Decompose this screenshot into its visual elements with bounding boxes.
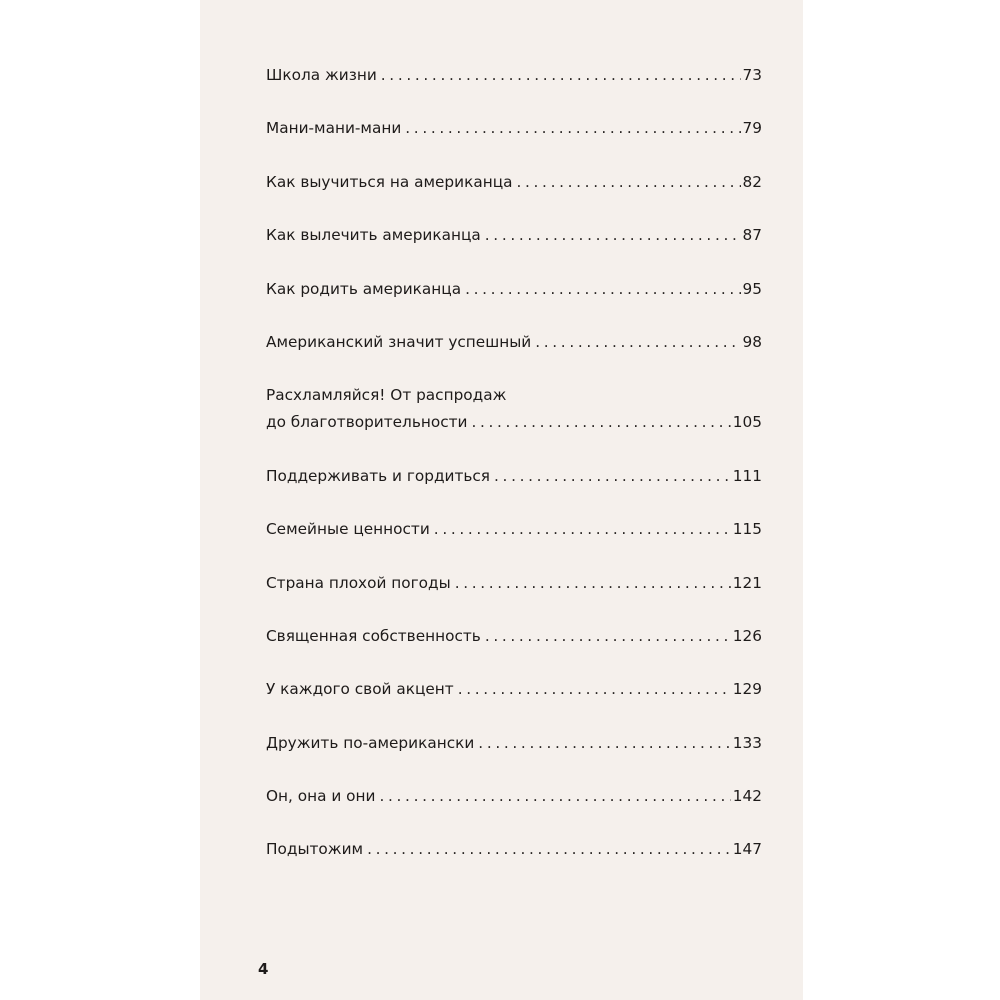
toc-entry bbox=[266, 570, 762, 597]
toc-entry-title: У каждого свой акцент bbox=[266, 680, 454, 699]
toc-entry-title: Как родить американца bbox=[266, 279, 462, 298]
toc-entry-two-line bbox=[266, 382, 762, 436]
page-number: 4 bbox=[258, 960, 269, 978]
toc-entry-title: до благотворительности bbox=[266, 413, 468, 432]
table-of-contents bbox=[266, 62, 762, 890]
toc-entry-page: 73 bbox=[742, 66, 762, 84]
dot-leader bbox=[434, 516, 731, 543]
toc-entry-page: 115 bbox=[732, 520, 762, 539]
toc-entry-title: Поддерживать и гордиться bbox=[266, 466, 491, 485]
toc-entry-page: 95 bbox=[742, 279, 762, 298]
toc-entry bbox=[266, 730, 762, 757]
toc-entry bbox=[266, 276, 762, 303]
dot-leader bbox=[494, 463, 731, 490]
toc-entry-page: 82 bbox=[742, 172, 762, 191]
toc-entry-title-line1: Расхламляйся! От распродаж bbox=[266, 386, 507, 405]
book-page bbox=[200, 0, 803, 1000]
toc-entry-page: 87 bbox=[742, 226, 762, 245]
dot-leader bbox=[379, 783, 730, 810]
toc-entry-title: Американский значит успешный bbox=[266, 332, 532, 351]
toc-entry-page: 98 bbox=[742, 332, 762, 351]
toc-entry bbox=[266, 169, 762, 196]
dot-leader bbox=[381, 62, 741, 89]
toc-entry-page: 129 bbox=[732, 680, 762, 699]
toc-entry bbox=[266, 62, 762, 89]
toc-entry-title: Священная собственность bbox=[266, 626, 481, 645]
toc-entry bbox=[266, 463, 762, 490]
toc-entry bbox=[266, 623, 762, 650]
toc-entry-page: 111 bbox=[732, 466, 762, 485]
dot-leader bbox=[535, 329, 740, 356]
toc-entry-title: Подытожим bbox=[266, 840, 364, 859]
toc-entry-page: 79 bbox=[742, 119, 762, 138]
dot-leader bbox=[367, 836, 731, 863]
dot-leader bbox=[465, 276, 740, 303]
dot-leader bbox=[516, 169, 740, 196]
toc-entry-page: 147 bbox=[732, 840, 762, 859]
toc-entry-title: Мани-мани-мани bbox=[266, 119, 402, 138]
toc-entry bbox=[266, 329, 762, 356]
toc-entry bbox=[266, 222, 762, 249]
toc-entry-page: 121 bbox=[732, 573, 762, 592]
toc-entry-page: 142 bbox=[732, 787, 762, 806]
dot-leader bbox=[458, 676, 731, 703]
toc-entry-title: Семейные ценности bbox=[266, 520, 430, 539]
toc-entry-page: 133 bbox=[732, 733, 762, 752]
dot-leader bbox=[478, 730, 731, 757]
toc-entry-page: 126 bbox=[732, 626, 762, 645]
dot-leader bbox=[455, 570, 731, 597]
toc-entry bbox=[266, 516, 762, 543]
dot-leader bbox=[471, 409, 730, 436]
toc-entry-title: Он, она и они bbox=[266, 787, 376, 806]
dot-leader bbox=[405, 115, 740, 142]
dot-leader bbox=[485, 623, 731, 650]
dot-leader bbox=[485, 222, 741, 249]
toc-entry-title: Страна плохой погоды bbox=[266, 573, 451, 592]
toc-entry-title: Дружить по-американски bbox=[266, 733, 475, 752]
toc-entry-page: 105 bbox=[732, 413, 762, 432]
toc-entry bbox=[266, 836, 762, 863]
toc-entry bbox=[266, 783, 762, 810]
toc-entry-title: Как вылечить американца bbox=[266, 226, 481, 245]
toc-entry-title: Как выучиться на американца bbox=[266, 172, 513, 191]
toc-entry-title: Школа жизни bbox=[266, 66, 377, 84]
toc-entry bbox=[266, 676, 762, 703]
toc-entry bbox=[266, 115, 762, 142]
